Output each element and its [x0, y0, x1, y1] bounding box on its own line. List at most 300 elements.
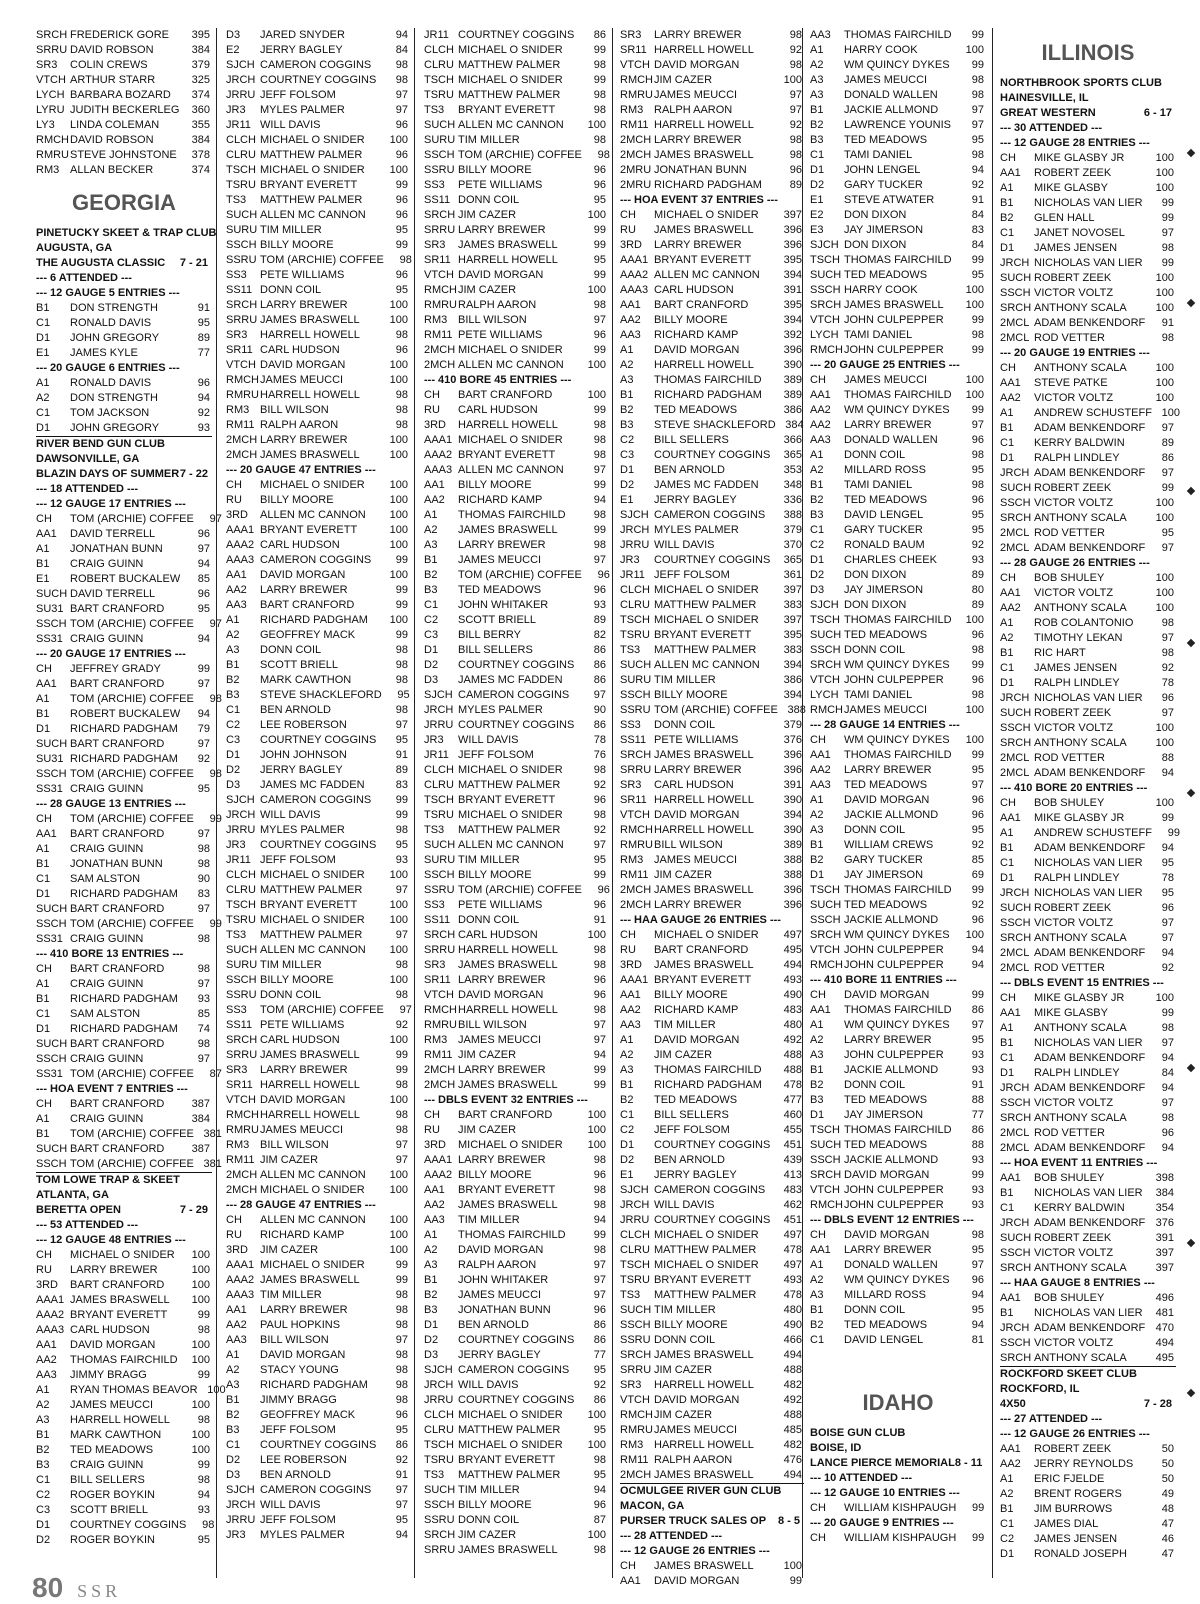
result-score: 97 — [395, 1484, 408, 1496]
shooter-name: BILLY MOORE — [458, 1169, 532, 1181]
shooter-name: CAMERON COGGINS — [260, 59, 372, 71]
result-class: SUCH — [620, 1304, 652, 1316]
shooter-name: ADAM BENKENDORF — [1034, 422, 1146, 434]
result-score: 100 — [191, 1354, 210, 1366]
shooter-name: THOMAS FAIRCHILD — [844, 389, 952, 401]
result-score: 99 — [593, 44, 606, 56]
event-date: 7 - 22 — [179, 468, 208, 480]
shooter-name: GARY TUCKER — [844, 524, 923, 536]
result-class: CH — [810, 989, 826, 1001]
result-row — [810, 883, 986, 898]
shooter-name: BILL WILSON — [260, 1139, 329, 1151]
shooter-name: SCOTT BRIELL — [70, 1504, 149, 1516]
shooter-name: BRYANT EVERETT — [260, 524, 358, 536]
shooter-name: ADAM BENKENDORF — [1034, 467, 1146, 479]
result-row — [1000, 721, 1176, 736]
result-score: 100 — [965, 704, 984, 716]
result-score: 97 — [1161, 227, 1174, 239]
result-class: JR11 — [226, 119, 251, 131]
result-row — [810, 103, 986, 118]
result-row — [226, 343, 410, 358]
shooter-name: BRYANT EVERETT — [458, 1454, 556, 1466]
section-heading — [36, 271, 212, 286]
shooter-name: CHARLES CHEEK — [844, 554, 937, 566]
result-class: RU — [620, 944, 636, 956]
result-score: 478 — [783, 1079, 802, 1091]
shooter-name: COURTNEY COGGINS — [260, 734, 377, 746]
result-score: 99 — [395, 1049, 408, 1061]
result-row — [1000, 751, 1176, 766]
result-score: 84 — [1161, 1067, 1174, 1079]
heading-text: TOM LOWE TRAP & SKEET — [36, 1174, 180, 1186]
event-date: 7 - 21 — [179, 257, 208, 269]
result-class: D1 — [1000, 242, 1015, 254]
shooter-name: BILLY MOORE — [260, 494, 334, 506]
result-class: CH — [810, 374, 826, 386]
shooter-name: THOMAS FAIRCHILD — [844, 29, 952, 41]
shooter-name: CRAIG GUINN — [70, 933, 144, 945]
edge-mark — [1187, 149, 1195, 157]
result-row — [810, 88, 986, 103]
results-column-4 — [616, 28, 806, 1587]
section-heading — [810, 358, 986, 373]
result-score: 99 — [197, 1459, 210, 1471]
result-score: 95 — [971, 1034, 984, 1046]
result-class: D1 — [36, 723, 51, 735]
result-class: C3 — [226, 734, 241, 746]
result-class: TSCH — [620, 1259, 650, 1271]
shooter-name: BART CRANFORD — [70, 1143, 165, 1155]
result-row — [810, 688, 986, 703]
result-score: 394 — [783, 689, 802, 701]
result-class: A3 — [36, 1414, 50, 1426]
result-row — [1000, 421, 1176, 436]
result-score: 98 — [789, 149, 802, 161]
result-score: 98 — [593, 764, 606, 776]
result-row — [1000, 496, 1176, 511]
heading-text: --- 12 GAUGE 28 ENTRIES --- — [1000, 137, 1150, 149]
result-score: 94 — [593, 1214, 606, 1226]
shooter-name: MICHAEL O SNIDER — [260, 479, 365, 491]
result-class: AA1 — [36, 678, 57, 690]
shooter-name: RICHARD KAMP — [654, 329, 739, 341]
result-class: CH — [1000, 797, 1016, 809]
shooter-name: MARK CAWTHON — [70, 1429, 162, 1441]
result-class: 2MCH — [620, 1469, 652, 1481]
result-score: 99 — [395, 554, 408, 566]
result-score: 90 — [593, 704, 606, 716]
result-row — [424, 163, 608, 178]
shooter-name: STEVE ATWATER — [844, 194, 935, 206]
result-row — [620, 1468, 804, 1484]
result-class: C2 — [810, 539, 825, 551]
result-class: JRCH — [226, 74, 256, 86]
result-row — [424, 583, 608, 598]
shooter-name: DAVID TERRELL — [70, 528, 156, 540]
result-row — [810, 853, 986, 868]
shooter-name: ALLEN MC CANNON — [458, 839, 564, 851]
shooter-name: DAVID MORGAN — [654, 1394, 740, 1406]
shooter-name: BART CRANFORD — [70, 603, 165, 615]
result-score: 93 — [971, 1184, 984, 1196]
heading-text: --- HOA EVENT 11 ENTRIES --- — [1000, 1157, 1158, 1169]
result-row — [620, 1333, 804, 1348]
shooter-name: MATTHEW PALMER — [260, 149, 363, 161]
section-heading — [1000, 1367, 1176, 1382]
shooter-name: WILLIAM KISHPAUGH — [844, 1502, 957, 1514]
shooter-name: DON DIXON — [844, 239, 907, 251]
shooter-name: RICHARD PADGHAM — [70, 1023, 178, 1035]
result-row — [36, 1157, 222, 1173]
result-class: B3 — [810, 1094, 824, 1106]
section-heading — [36, 256, 212, 271]
shooter-name: JOHN JOHNSON — [260, 749, 347, 761]
result-row — [1000, 601, 1176, 616]
result-row — [226, 883, 410, 898]
result-class: A1 — [1000, 1022, 1014, 1034]
result-score: 98 — [593, 1454, 606, 1466]
result-row — [36, 28, 212, 43]
result-score: 490 — [783, 989, 802, 1001]
result-row — [620, 1048, 804, 1063]
result-score: 494 — [783, 1349, 802, 1361]
result-class: CH — [810, 734, 826, 746]
result-class: B3 — [226, 1424, 240, 1436]
shooter-name: ROGER BOYKIN — [70, 1534, 155, 1546]
result-class: SR11 — [226, 1079, 253, 1091]
shooter-name: JAMES BRASWELL — [654, 1560, 754, 1572]
result-class: A3 — [226, 1379, 240, 1391]
result-row — [424, 358, 608, 373]
shooter-name: TOM (ARCHIE) COFFEE — [70, 693, 194, 705]
result-class: SRRU — [226, 314, 258, 326]
result-class: A1 — [620, 1034, 634, 1046]
result-class: 2MCH — [424, 1079, 456, 1091]
result-class: B1 — [226, 659, 240, 671]
result-score: 99 — [1161, 1007, 1174, 1019]
shooter-name: JOHN CULPEPPER — [844, 344, 944, 356]
shooter-name: DONN COIL — [260, 989, 322, 1001]
result-score: 97 — [1161, 932, 1174, 944]
result-row — [620, 388, 804, 403]
result-row — [36, 1278, 212, 1293]
result-class: B1 — [1000, 842, 1014, 854]
result-class: C2 — [424, 614, 439, 626]
result-row — [424, 1078, 608, 1093]
shooter-name: MATTHEW PALMER — [458, 59, 561, 71]
section-heading — [1000, 121, 1176, 136]
result-class: D1 — [810, 869, 825, 881]
result-score: 50 — [1161, 1458, 1174, 1470]
result-score: 497 — [783, 1259, 802, 1271]
shooter-name: MATTHEW PALMER — [654, 644, 757, 656]
result-class: C1 — [1000, 227, 1015, 239]
result-score: 97 — [197, 678, 210, 690]
result-class: C1 — [810, 1334, 825, 1346]
result-score: 480 — [783, 1304, 802, 1316]
result-row — [1000, 916, 1176, 931]
result-score: 100 — [191, 1264, 210, 1276]
result-row — [36, 58, 212, 73]
heading-text: MACON, GA — [620, 1500, 685, 1512]
result-score: 86 — [593, 1319, 606, 1331]
result-row — [1000, 1472, 1176, 1487]
result-row — [36, 602, 212, 617]
shooter-name: TOM (ARCHIE) COFFEE — [70, 618, 194, 630]
shooter-name: MIKE GLASBY — [1034, 1007, 1108, 1019]
result-row — [620, 793, 804, 808]
shooter-name: RALPH AARON — [654, 1454, 733, 1466]
shooter-name: BILLY MOORE — [654, 314, 728, 326]
result-class: CLCH — [424, 1409, 454, 1421]
result-score: 99 — [395, 794, 408, 806]
result-row — [226, 673, 410, 688]
result-row — [810, 1093, 986, 1108]
result-row — [1000, 1261, 1176, 1276]
result-row — [226, 718, 410, 733]
result-score: 95 — [971, 1304, 984, 1316]
edge-mark — [1187, 1064, 1195, 1072]
result-row — [226, 28, 410, 43]
result-row — [226, 1153, 410, 1168]
heading-text: BOISE GUN CLUB — [810, 1427, 906, 1439]
result-row — [424, 1018, 608, 1033]
result-class: AA1 — [226, 1304, 247, 1316]
result-class: A1 — [36, 377, 50, 389]
result-class: B3 — [810, 134, 824, 146]
result-score: 348 — [783, 479, 802, 491]
result-score: 395 — [783, 299, 802, 311]
result-row — [226, 328, 410, 343]
result-score: 100 — [389, 1034, 408, 1046]
result-row — [1000, 1081, 1176, 1096]
result-row — [226, 1333, 410, 1348]
result-row — [620, 658, 804, 673]
result-row — [1000, 1502, 1176, 1517]
result-row — [620, 1198, 804, 1213]
result-score: 100 — [389, 299, 408, 311]
result-class: D2 — [620, 1154, 635, 1166]
result-class: B1 — [36, 858, 50, 870]
shooter-name: MICHAEL O SNIDER — [458, 44, 563, 56]
result-row — [810, 1318, 986, 1333]
result-class: B1 — [1000, 1037, 1014, 1049]
result-class: AAA2 — [424, 1169, 453, 1181]
shooter-name: RICHARD KAMP — [260, 1229, 345, 1241]
result-score: 78 — [1161, 677, 1174, 689]
section-heading — [36, 437, 212, 452]
result-score: 86 — [593, 674, 606, 686]
result-row — [36, 632, 212, 647]
result-row — [226, 613, 410, 628]
shooter-name: MIKE GLASBY JR — [1034, 812, 1125, 824]
result-row — [1000, 181, 1176, 196]
result-row — [226, 643, 410, 658]
shooter-name: ROD VETTER — [1034, 1127, 1105, 1139]
result-class: SSCH — [226, 974, 257, 986]
result-score: 98 — [597, 149, 610, 161]
result-score: 100 — [587, 389, 606, 401]
result-row — [424, 1108, 608, 1123]
shooter-name: MYLES PALMER — [260, 104, 345, 116]
result-class: AA3 — [226, 1334, 247, 1346]
result-class: AA1 — [1000, 1292, 1021, 1304]
result-row — [36, 872, 212, 887]
shooter-name: JOHN CULPEPPER — [844, 674, 944, 686]
shooter-name: RALPH LINDLEY — [1034, 1067, 1120, 1079]
result-class: RMRU — [620, 839, 653, 851]
shooter-name: MICHAEL O SNIDER — [260, 1184, 365, 1196]
result-score: 97 — [971, 1259, 984, 1271]
section-heading — [810, 1441, 986, 1456]
result-class: CLCH — [424, 764, 454, 776]
result-class: SUCH — [36, 738, 68, 750]
result-score: 492 — [783, 1034, 802, 1046]
shooter-name: DONALD WALLEN — [844, 1259, 938, 1271]
result-score: 100 — [1155, 152, 1174, 164]
result-row — [424, 838, 608, 853]
shooter-name: MYLES PALMER — [260, 1529, 345, 1541]
result-row — [620, 943, 804, 958]
shooter-name: RICHARD PADGHAM — [654, 1079, 762, 1091]
result-row — [36, 902, 212, 917]
result-score: 94 — [1161, 1142, 1174, 1154]
result-score: 396 — [783, 764, 802, 776]
result-class: D2 — [810, 179, 825, 191]
result-class: CH — [810, 1532, 826, 1544]
result-row — [424, 388, 608, 403]
edge-mark — [1187, 487, 1195, 495]
result-class: B1 — [810, 1064, 824, 1076]
result-row — [620, 703, 804, 718]
result-class: D1 — [810, 554, 825, 566]
result-class: D1 — [424, 1319, 439, 1331]
result-class: SUCH — [226, 944, 258, 956]
result-row — [424, 28, 608, 43]
result-row — [226, 193, 410, 208]
result-row — [36, 88, 212, 103]
shooter-name: ALLEN MC CANNON — [654, 269, 760, 281]
result-score: 99 — [593, 1229, 606, 1241]
result-class: C3 — [36, 1504, 51, 1516]
result-row — [36, 1443, 212, 1458]
result-score: 99 — [971, 254, 984, 266]
result-row — [424, 643, 608, 658]
result-row — [424, 598, 608, 613]
result-row — [424, 1153, 608, 1168]
result-score: 93 — [197, 422, 210, 434]
shooter-name: BEN ARNOLD — [260, 1469, 331, 1481]
result-class: CLCH — [226, 869, 256, 881]
result-class: TS3 — [424, 1469, 445, 1481]
results-column-2 — [222, 28, 410, 1578]
section-heading — [36, 286, 212, 301]
result-row — [36, 917, 222, 932]
result-class: SU31 — [36, 753, 64, 765]
result-class: RU — [424, 404, 440, 416]
shooter-name: DON STRENGTH — [70, 302, 158, 314]
shooter-name: VICTOR VOLTZ — [1034, 1247, 1114, 1259]
result-score: 100 — [1155, 587, 1174, 599]
shooter-name: ROBERT ZEEK — [1034, 707, 1112, 719]
result-row — [620, 343, 804, 358]
result-class: SURU — [424, 854, 456, 866]
shooter-name: VICTOR VOLTZ — [1034, 587, 1114, 599]
result-score: 360 — [191, 104, 210, 116]
shooter-name: ROGER BOYKIN — [70, 1489, 155, 1501]
heading-text: LANCE PIERCE MEMORIAL — [810, 1457, 955, 1469]
heading-text: --- 30 ATTENDED --- — [1000, 122, 1103, 134]
result-score: 96 — [593, 164, 606, 176]
result-row — [1000, 301, 1176, 316]
shooter-name: JERRY BAGLEY — [260, 44, 343, 56]
result-class: TSRU — [620, 1274, 650, 1286]
result-class: A3 — [810, 1049, 824, 1061]
event-date: 8 - 11 — [954, 1457, 983, 1469]
result-class: B2 — [226, 674, 240, 686]
result-row — [226, 1468, 410, 1483]
result-score: 92 — [971, 839, 984, 851]
result-score: 98 — [971, 74, 984, 86]
result-row — [226, 1108, 410, 1123]
shooter-name: DONN COIL — [654, 1334, 716, 1346]
result-row — [226, 943, 410, 958]
result-score: 100 — [1155, 722, 1174, 734]
result-row — [226, 133, 410, 148]
result-class: 3RD — [620, 239, 643, 251]
shooter-name: BART CRANFORD — [70, 738, 165, 750]
result-score: 99 — [593, 1079, 606, 1091]
shooter-name: ROBERT BUCKALEW — [70, 573, 181, 585]
shooter-name: CARL HUDSON — [260, 344, 340, 356]
result-score: 96 — [395, 269, 408, 281]
result-row — [620, 73, 804, 88]
result-class: D2 — [226, 764, 241, 776]
section-heading — [810, 1426, 986, 1441]
shooter-name: COURTNEY COGGINS — [260, 1439, 377, 1451]
result-row — [620, 688, 804, 703]
shooter-name: PETE WILLIAMS — [458, 899, 543, 911]
result-score: 99 — [593, 869, 606, 881]
result-row — [424, 1318, 608, 1333]
heading-text: --- 20 GAUGE 25 ENTRIES --- — [810, 359, 960, 371]
shooter-name: CAMERON COGGINS — [458, 1364, 570, 1376]
result-class: VTCH — [620, 1394, 650, 1406]
shooter-name: JAMES JENSEN — [1034, 662, 1118, 674]
shooter-name: BRYANT EVERETT — [70, 1309, 168, 1321]
result-class: A2 — [226, 1364, 240, 1376]
result-class: RM11 — [620, 1454, 649, 1466]
result-score: 97 — [197, 738, 210, 750]
result-score: 100 — [587, 284, 606, 296]
result-score: 99 — [1161, 812, 1174, 824]
result-score: 95 — [593, 854, 606, 866]
result-score: 91 — [395, 1469, 408, 1481]
shooter-name: RONALD DAVIS — [70, 317, 152, 329]
result-score: 99 — [593, 239, 606, 251]
result-class: B1 — [810, 104, 824, 116]
result-row — [1000, 1021, 1176, 1036]
shooter-name: MATTHEW PALMER — [458, 89, 561, 101]
result-class: VTCH — [810, 674, 840, 686]
result-row — [810, 523, 986, 538]
result-row — [36, 932, 212, 947]
result-row — [810, 658, 986, 673]
result-row — [226, 223, 410, 238]
result-score: 97 — [395, 104, 408, 116]
result-row — [620, 1258, 804, 1273]
result-row — [424, 1468, 608, 1483]
